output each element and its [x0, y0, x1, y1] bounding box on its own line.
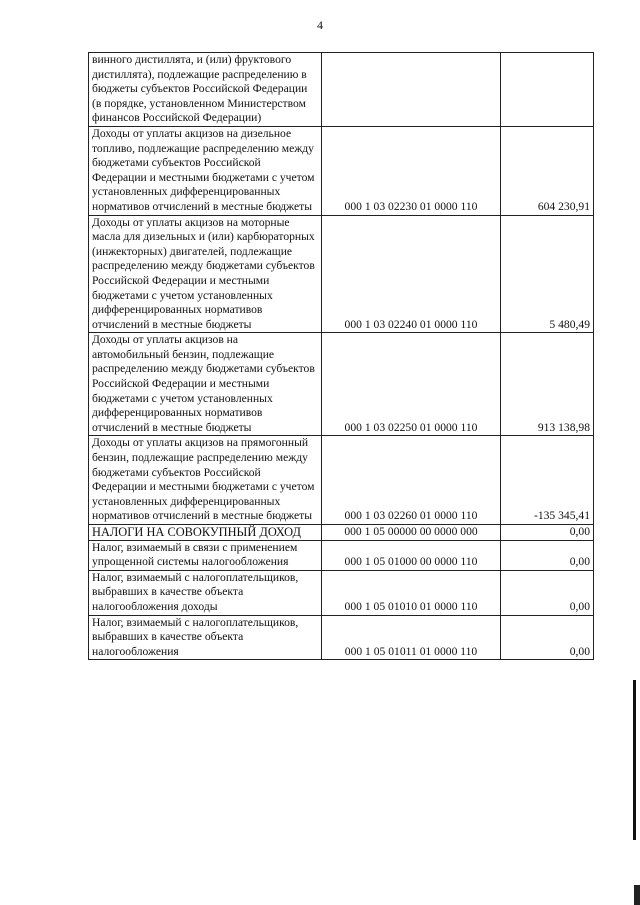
row-name: Налог, взимаемый с налогоплательщиков, выбравших в качестве объекта налогообложения доходы	[89, 570, 322, 615]
row-amount: 913 138,98	[501, 333, 594, 436]
row-code: 000 1 05 01000 00 0000 110	[322, 540, 501, 570]
table-row	[89, 615, 594, 660]
table-row	[89, 540, 594, 570]
row-code: 000 1 03 02250 01 0000 110	[322, 333, 501, 436]
row-code: 000 1 03 02240 01 0000 110	[322, 215, 501, 333]
table-row	[89, 570, 594, 615]
row-amount: 0,00	[501, 525, 594, 541]
page-number: 4	[317, 18, 323, 32]
row-name: Доходы от уплаты акцизов на прямогонный бензин, подлежащие распределению между бюджетами субъектов Российской Федерации и местными бюджетами с учетом установленных дифференцированных нормативов отчислений в местные бюджеты	[89, 436, 322, 525]
table-row	[89, 126, 594, 215]
scan-edge-mark	[633, 680, 636, 840]
revenue-table	[88, 52, 594, 660]
row-name: Налог, взимаемый в связи с применением упрощенной системы налогообложения	[89, 540, 322, 570]
table-row	[89, 333, 594, 436]
row-code: 000 1 03 02260 01 0000 110	[322, 436, 501, 525]
row-name: Доходы от уплаты акцизов на автомобильный бензин, подлежащие распределению между бюджетами субъектов Российской Федерации и местными бюджетами с учетом установленных дифференцированных нормативов отчислений в местные бюджеты	[89, 333, 322, 436]
row-amount: 5 480,49	[501, 215, 594, 333]
row-code: 000 1 05 01011 01 0000 110	[322, 615, 501, 660]
table-row	[89, 53, 594, 127]
row-code: 000 1 03 02230 01 0000 110	[322, 126, 501, 215]
table-row-section	[89, 525, 594, 541]
table-row	[89, 436, 594, 525]
row-amount: -135 345,41	[501, 436, 594, 525]
row-code	[322, 53, 501, 127]
row-amount: 0,00	[501, 540, 594, 570]
row-name: Налог, взимаемый с налогоплательщиков, выбравших в качестве объекта налогообложения	[89, 615, 322, 660]
row-name: Доходы от уплаты акцизов на моторные масла для дизельных и (или) карбюраторных (инжекторных) двигателей, подлежащие распределению между бюджетами субъектов Российской Федерации и местными бюджетами с учетом установленных дифференцированных нормативов отчислений в местные бюджеты	[89, 215, 322, 333]
row-amount: 0,00	[501, 570, 594, 615]
row-code: 000 1 05 01010 01 0000 110	[322, 570, 501, 615]
row-name: НАЛОГИ НА СОВОКУПНЫЙ ДОХОД	[89, 525, 322, 541]
row-code: 000 1 05 00000 00 0000 000	[322, 525, 501, 541]
scan-corner-mark	[634, 885, 640, 905]
row-amount: 0,00	[501, 615, 594, 660]
table-row	[89, 215, 594, 333]
row-name: Доходы от уплаты акцизов на дизельное топливо, подлежащие распределению между бюджетами субъектов Российской Федерации и местными бюджетами с учетом установленных дифференцированных нормативов отчислений в местные бюджеты	[89, 126, 322, 215]
row-amount	[501, 53, 594, 127]
row-amount: 604 230,91	[501, 126, 594, 215]
row-name: винного дистиллята, и (или) фруктового дистиллята), подлежащие распределению в бюджеты субъектов Российской Федерации (в порядке, установленном Министерством финансов Российской Федерации)	[89, 53, 322, 127]
